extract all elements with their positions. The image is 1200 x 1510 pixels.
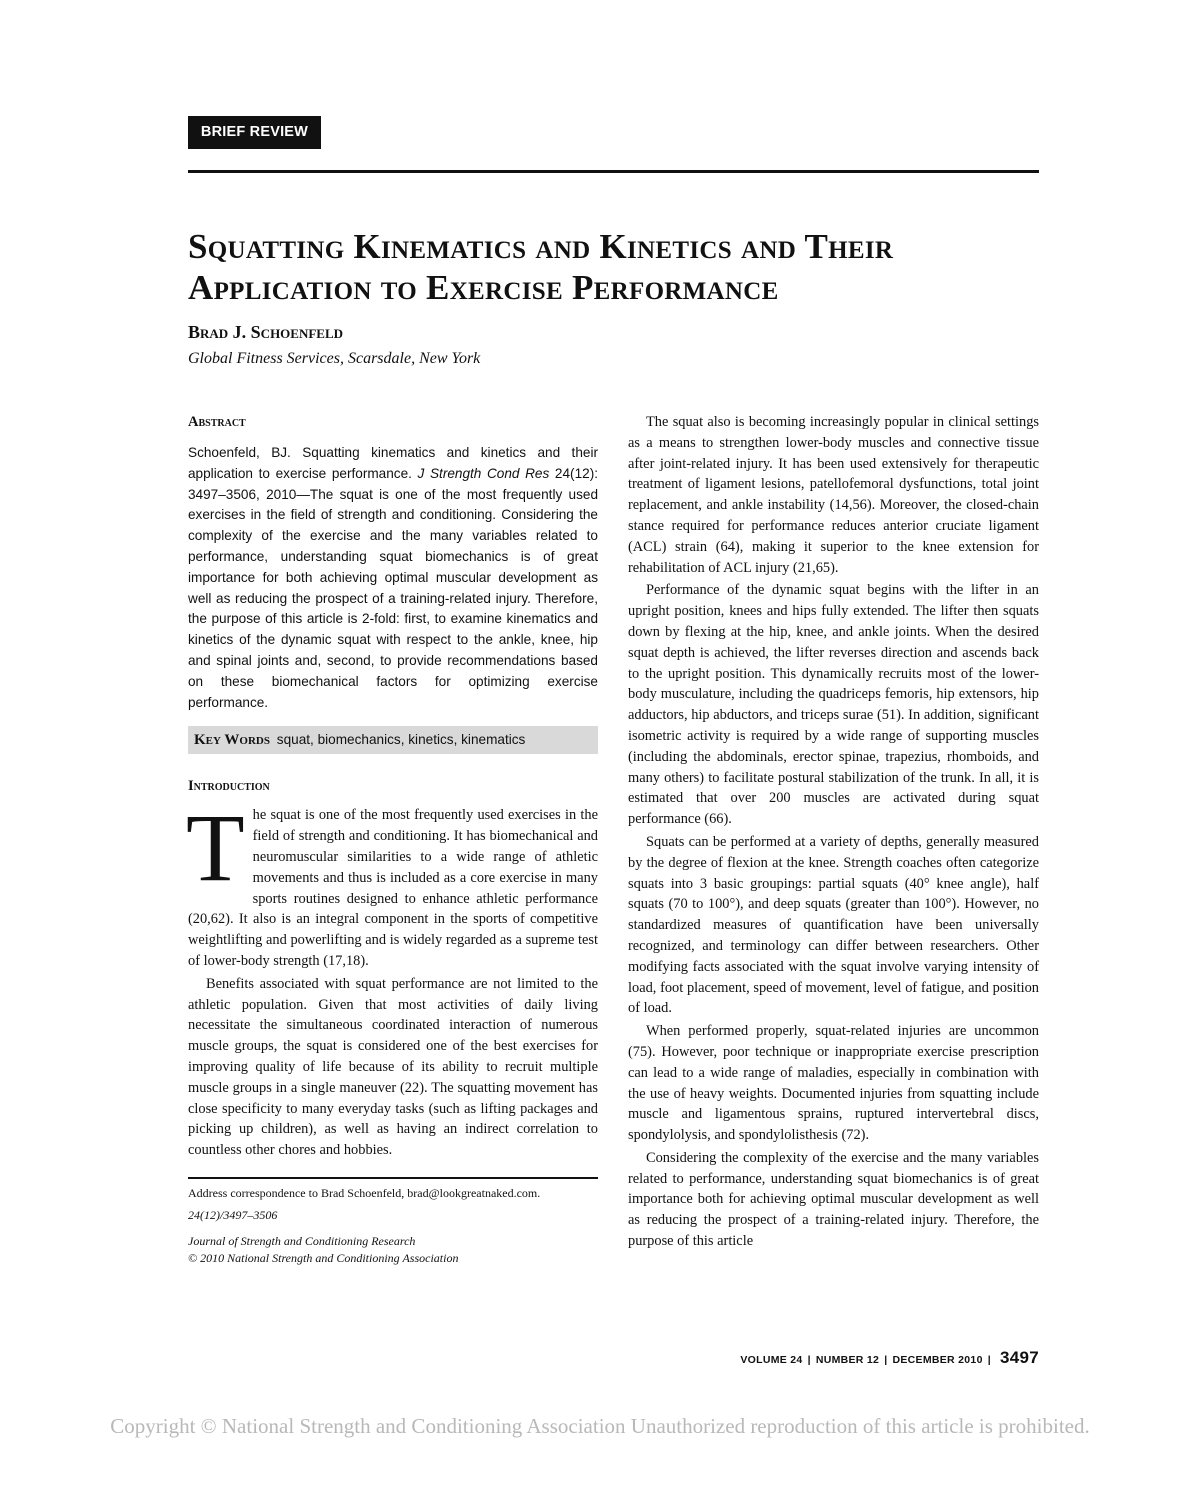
right-paragraph-5: Considering the complexity of the exercise and the many variables related to performance, understanding squat biomechanics is of great importance both for achieving optimal muscular development as well as reducing the prospect of a training-related injury. Therefore, the purpose of this article [628, 1149, 1039, 1250]
right-paragraph-4: When performed properly, squat-related injuries are uncommon (75). However, poor technique or inappropriate exercise prescription can lead to a wide range of maladies, especially in combination with the use of heavy weights. Documented injuries from squatting include muscle and ligamentous sprains, ruptured intervertebral discs, spondylolysis, and spondylolisthesis (72). [628, 1023, 1039, 1144]
page-number: 3497 [999, 1348, 1039, 1367]
drop-cap: T [186, 794, 245, 902]
keywords-box [188, 726, 598, 754]
copyright-watermark: Copyright © National Strength and Conditioning Association Unauthorized reproduction of this article is prohibited. [110, 1414, 1090, 1438]
footer-number: NUMBER 12 [815, 1354, 880, 1366]
abstract-text [188, 443, 598, 713]
journal-name-note: Journal of Strength and Conditioning Research [188, 1233, 416, 1248]
abstract-journal-name: J Strength Cond Res [417, 465, 550, 481]
intro-paragraph-1-text: he squat is one of the most frequently used exercises in the field of strength and conditioning. It has biomechanical and neuromuscular similarities to a wide range of athletic movements and thus is included as a core exercise in many sports routines designed to enhance athletic performance (20,62). It also is an integral component in the sports of competitive weightlifting and powerlifting and is widely regarded as a supreme test of lower-body strength (17,18). [188, 807, 598, 969]
correspondence-note: Address correspondence to Brad Schoenfeld, brad@lookgreatnaked.com. [188, 1185, 541, 1200]
footnote-rule [188, 1177, 598, 1179]
header-rule [188, 170, 1039, 173]
article-title [188, 226, 1048, 308]
abstract-citation-lead: Schoenfeld, BJ. Squatting kinematics and kinetics and their application to exercise performance. [188, 445, 598, 481]
title-line-2: Application to Exercise Performance [188, 268, 779, 307]
copyright-note: © 2010 National Strength and Conditioning Association [188, 1250, 459, 1265]
author-affiliation: Global Fitness Services, Scarsdale, New York [188, 350, 481, 367]
issue-footer [740, 1348, 1039, 1368]
right-column [628, 412, 1039, 1252]
introduction-heading: Introduction [188, 778, 270, 795]
title-line-1: Squatting Kinematics and Kinetics and Their [188, 227, 894, 266]
article-type-badge: BRIEF REVIEW [188, 116, 321, 149]
right-paragraph-3: Squats can be performed at a variety of depths, generally measured by the degree of flexion at the knee. Strength coaches often categorize squats into 3 basic groupings: partial squats (40° knee angle), half squats (70 to 100°), and deep squats (greater than 100°). However, no standardized measures of quantification have been universally recognized, and terminology can differ between researchers. Other modifying facts associated with the squat involve varying intensity of load, foot placement, speed of movement, level of fatigue, and position of load. [628, 833, 1039, 1017]
article-code: 24(12)/3497–3506 [188, 1207, 278, 1222]
abstract-body: 24(12): 3497–3506, 2010—The squat is one of the most frequently used exercises in the field of strength and conditioning. Considering the complexity of the exercise and the many variables related to performance, understanding squat biomechanics is of great importance for both achieving optimal muscular development as well as reducing the prospect of a training-related injury. Therefore, the purpose of this article is 2-fold: first, to examine kinematics and kinetics of the dynamic squat with respect to the ankle, knee, hip and spinal joints and, second, to provide recommendations based on these biomechanical factors for optimizing exercise performance. [188, 465, 598, 710]
footer-separator: | [987, 1354, 991, 1366]
left-column [188, 414, 598, 1267]
footer-date: DECEMBER 2010 [892, 1354, 983, 1366]
footer-separator: | [884, 1354, 888, 1366]
footer-volume: VOLUME 24 [740, 1354, 803, 1366]
footer-separator: | [807, 1354, 811, 1366]
abstract-heading: Abstract [188, 414, 246, 430]
intro-paragraph-1 [186, 794, 598, 971]
intro-paragraph-2: Benefits associated with squat performance are not limited to the athletic population. Given that most activities of daily living necessitate the simultaneous coordinated interaction of numerous muscle groups, the squat is considered one of the best exercises for improving quality of life because of its ability to recruit multiple muscle groups in a single maneuver (22). The squatting movement has close specificity to many everyday tasks (such as lifting packages and picking up children), as well as having an indirect correlation to countless other chores and hobbies. [188, 975, 598, 1159]
keywords-values: squat, biomechanics, kinetics, kinematics [276, 732, 526, 748]
right-paragraph-1: The squat also is becoming increasingly popular in clinical settings as a means to strengthen lower-body muscles and connective tissue after joint-related injury. It has been used extensively for therapeutic treatment of ligament lesions, patellofemoral dysfunctions, total joint replacement, and ankle instability (14,56). Moreover, the closed-chain stance required for performance reduces anterior cruciate ligament (ACL) strain (64), making it superior to the knee extension for rehabilitation of ACL injury (21,65). [628, 414, 1039, 576]
keywords-label: Key Words [194, 732, 270, 749]
right-paragraph-2: Performance of the dynamic squat begins with the lifter in an upright position, knees and hips fully extended. The lifter then squats down by flexing at the hip, knee, and ankle joints. When the desired squat depth is achieved, the lifter reverses direction and ascends back to the upright position. This dynamically recruits most of the lower-body musculature, including the quadriceps femoris, hip extensors, hip adductors, hip abductors, and triceps surae (51). In addition, significant isometric activity is required by a wide range of supporting muscles (including the abdominals, erector spinae, trapezius, rhomboids, and many others) to facilitate postural stabilization of the trunk. In all, it is estimated that over 200 muscles are activated during squat performance (66). [628, 582, 1039, 828]
author-name: Brad J. Schoenfeld [188, 322, 344, 342]
